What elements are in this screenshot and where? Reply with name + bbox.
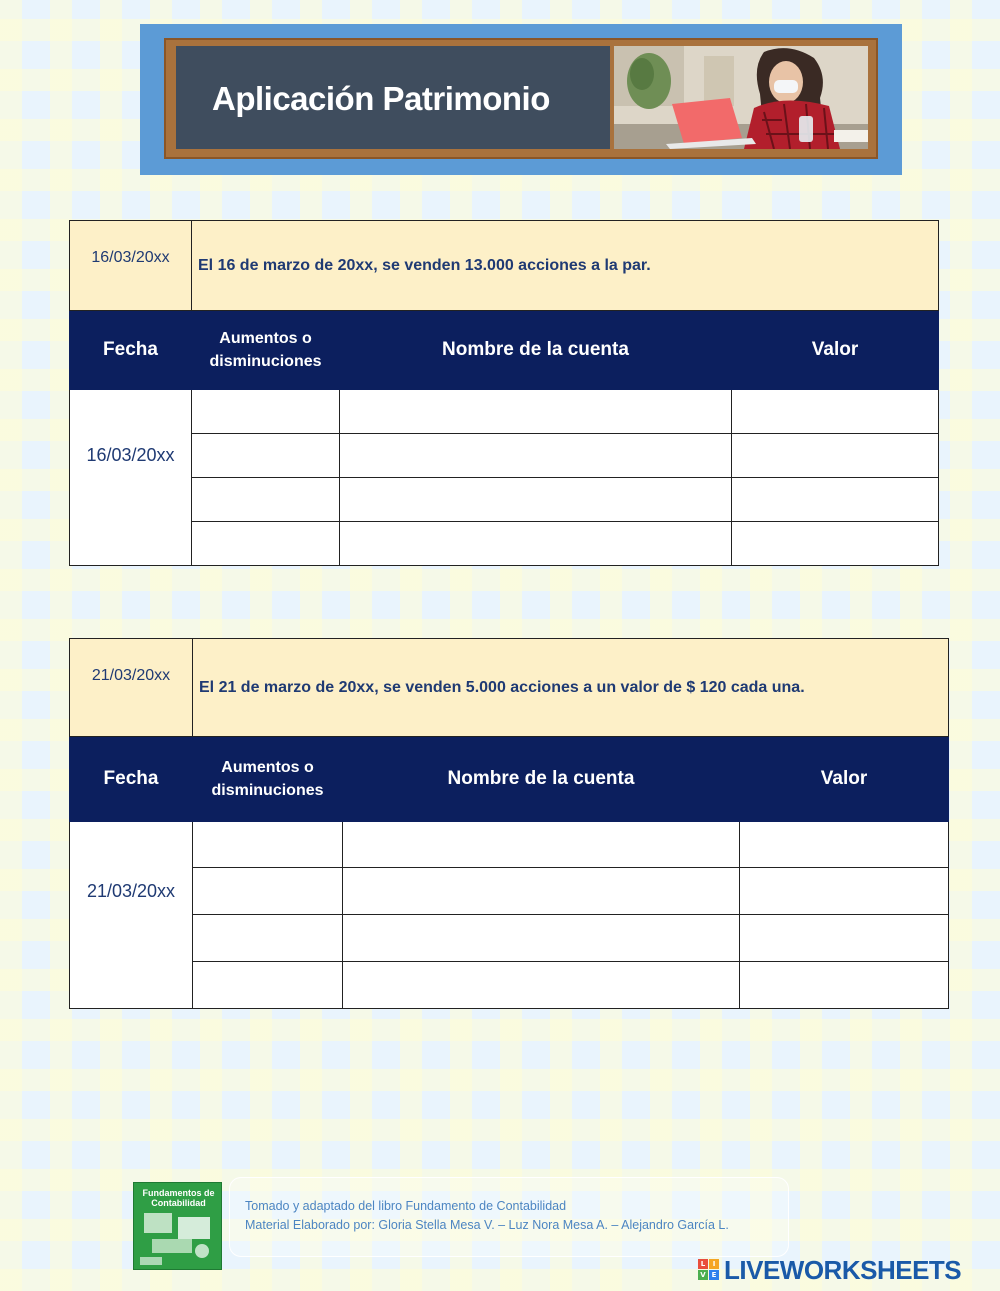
column-header-fecha: Fecha [70,311,192,390]
cuenta-input-3[interactable] [343,915,740,962]
badge-letter-i: I [709,1259,719,1269]
column-header-fecha: Fecha [70,737,193,822]
exercise-date: 16/03/20xx [70,221,192,311]
badge-letter-l: L [698,1259,708,1269]
journal-table [69,638,949,1009]
aumentos-input-2[interactable] [193,868,343,915]
aumentos-input-4[interactable] [192,522,340,566]
exercise-date: 21/03/20xx [70,639,193,737]
aumentos-input-2[interactable] [192,434,340,478]
header-aumentos-line2: disminuciones [209,353,322,370]
page-title: Aplicación Patrimonio [212,80,550,117]
aumentos-input-4[interactable] [193,962,343,1009]
column-header-valor: Valor [740,737,949,822]
aumentos-input-3[interactable] [193,915,343,962]
header-aumentos-line1: Aumentos o [219,330,312,347]
cuenta-input-2[interactable] [343,868,740,915]
valor-input-2[interactable] [740,868,949,915]
book-title-line2: Contabilidad [151,1198,206,1208]
column-header-cuenta: Nombre de la cuenta [343,737,740,822]
column-header-valor: Valor [732,311,939,390]
book-cover [133,1182,222,1270]
column-header-aumentos [192,311,340,390]
valor-input-1[interactable] [740,822,949,868]
valor-input-1[interactable] [732,390,939,434]
exercise-1 [69,220,938,565]
chalkboard [176,46,610,149]
exercise-description: El 16 de marzo de 20xx, se venden 13.000 acciones a la par. [192,221,939,311]
credit-source: Tomado y adaptado del libro Fundamento de Contabilidad [245,1199,567,1213]
entry-date-extra [70,522,192,566]
cuenta-input-4[interactable] [343,962,740,1009]
entry-date: 16/03/20xx [70,390,192,522]
liveworksheets-logo [698,1255,996,1285]
cuenta-input-1[interactable] [343,822,740,868]
credits-box [229,1177,789,1257]
column-header-cuenta: Nombre de la cuenta [340,311,732,390]
cuenta-input-4[interactable] [340,522,732,566]
header-aumentos-line2: disminuciones [211,782,324,799]
credit-authors: Material Elaborado por: Gloria Stella Mesa V. – Luz Nora Mesa A. – Alejandro García L. [245,1218,729,1232]
entry-date-extra [70,962,193,1009]
valor-input-3[interactable] [732,478,939,522]
cuenta-input-1[interactable] [340,390,732,434]
entry-date: 21/03/20xx [70,822,193,962]
valor-input-3[interactable] [740,915,949,962]
valor-input-2[interactable] [732,434,939,478]
header-banner [140,24,902,175]
student-laptop-illustration [614,46,868,149]
journal-table [69,220,939,566]
chalkboard-frame [164,38,878,159]
aumentos-input-1[interactable] [193,822,343,868]
liveworksheets-badge-icon [698,1259,720,1281]
valor-input-4[interactable] [740,962,949,1009]
header-aumentos-line1: Aumentos o [221,759,314,776]
column-header-aumentos [193,737,343,822]
badge-letter-e: E [709,1270,719,1280]
cuenta-input-3[interactable] [340,478,732,522]
aumentos-input-3[interactable] [192,478,340,522]
badge-letter-v: V [698,1270,708,1280]
cuenta-input-2[interactable] [340,434,732,478]
aumentos-input-1[interactable] [192,390,340,434]
book-title-line1: Fundamentos de [142,1188,215,1198]
student-laptop-photo [614,46,868,149]
liveworksheets-wordmark: LIVEWORKSHEETS [724,1255,962,1285]
book-cover-art [134,1183,223,1271]
exercise-2 [69,638,948,1008]
valor-input-4[interactable] [732,522,939,566]
exercise-description: El 21 de marzo de 20xx, se venden 5.000 acciones a un valor de $ 120 cada una. [193,639,949,737]
